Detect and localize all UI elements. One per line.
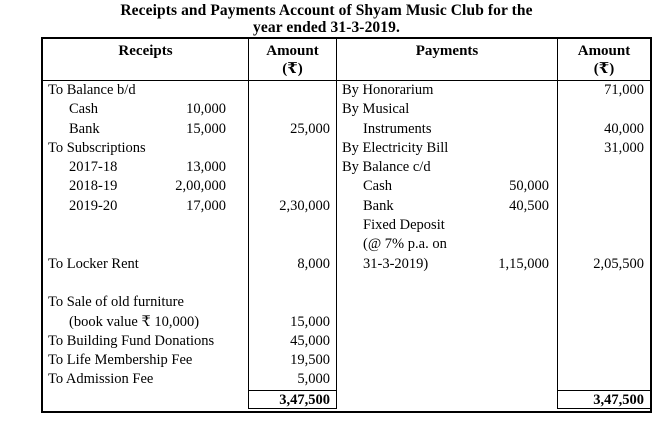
- payments-cell: [336, 351, 557, 370]
- payments-cell: [336, 332, 557, 351]
- receipts-item-label: (book value ₹ 10,000): [69, 313, 200, 330]
- receipts-amount-value: 5,000: [248, 370, 336, 389]
- receipts-sub-amount: 13,000: [186, 159, 226, 176]
- receipts-item-label: Bank: [69, 120, 100, 137]
- table-row: [43, 216, 650, 235]
- payments-amount-value: 71,000: [557, 81, 650, 100]
- table-row: [43, 81, 650, 100]
- payments-item-label: Bank: [363, 197, 394, 214]
- payments-item-label: 31-3-2019): [363, 255, 429, 272]
- payments-amount-value: [557, 235, 650, 254]
- payments-item-label: By Electricity Bill: [342, 139, 449, 156]
- table-row: [43, 139, 650, 158]
- payments-amount-value: [557, 177, 650, 196]
- payments-amount-value: [557, 216, 650, 235]
- payments-cell: [336, 370, 557, 389]
- header-amount-left-label: Amount: [266, 43, 319, 59]
- payments-item-label: (@ 7% p.a. on: [363, 236, 447, 253]
- payments-amount-value: 31,000: [557, 139, 650, 158]
- payments-amount-value: [557, 370, 650, 389]
- table-row: [43, 313, 650, 332]
- payments-item-label: Instruments: [363, 120, 432, 137]
- payments-cell: [336, 293, 557, 312]
- receipts-amount-value: [248, 235, 336, 254]
- payments-item-label: Fixed Deposit: [363, 217, 445, 234]
- receipts-item-label: To Life Membership Fee: [48, 352, 193, 369]
- payments-sub-amount: 1,15,000: [488, 255, 549, 274]
- receipts-cell: [43, 81, 248, 100]
- payments-cell: [336, 158, 557, 177]
- table-row: [43, 293, 650, 312]
- payments-cell: [336, 197, 557, 216]
- receipts-cell: [43, 351, 248, 370]
- receipts-item-label: 2019-20: [69, 197, 118, 214]
- receipts-amount-value: [248, 216, 336, 235]
- table-row: [43, 274, 650, 293]
- receipts-payments-table: [41, 37, 652, 413]
- payments-amount-value: [557, 274, 650, 293]
- receipts-amount-value: [248, 158, 336, 177]
- receipts-sub-amount: 2,00,000: [175, 178, 226, 195]
- table-row: [43, 197, 650, 216]
- title-line-2: year ended 31-3-2019.: [253, 18, 400, 36]
- receipts-amount-value: 25,000: [248, 120, 336, 139]
- payments-cell: [336, 177, 557, 196]
- table-row: [43, 370, 650, 389]
- header-payments-label: Payments: [415, 43, 479, 59]
- table-row: [43, 177, 650, 196]
- payments-amount-value: [557, 197, 650, 216]
- receipts-cell: [43, 332, 248, 351]
- payments-item-label: By Musical: [342, 101, 410, 118]
- receipts-cell: [43, 390, 248, 409]
- title-line-1: Receipts and Payments Account of Shyam Music Club for the: [120, 2, 533, 19]
- receipts-sub-amount: 17,000: [176, 197, 226, 216]
- receipts-cell: [43, 100, 248, 119]
- receipts-cell: [43, 313, 248, 332]
- payments-cell: [336, 255, 557, 274]
- table-row: [43, 332, 650, 351]
- receipts-amount-value: [248, 139, 336, 158]
- rupee-symbol-right: (₹): [593, 61, 615, 77]
- receipts-item-label: To Building Fund Donations: [48, 332, 215, 349]
- receipts-cell: [43, 216, 248, 235]
- receipts-amount-value: [248, 293, 336, 312]
- receipts-amount-value: 45,000: [248, 332, 336, 351]
- receipts-cell: [43, 274, 248, 293]
- receipts-amount-value: 8,000: [248, 255, 336, 274]
- receipts-item-label: 2017-18: [69, 159, 118, 176]
- payments-cell: [336, 235, 557, 254]
- receipts-sub-amount: 15,000: [176, 120, 226, 139]
- receipts-amount-value: 19,500: [248, 351, 336, 370]
- header-amount-right-label: Amount: [577, 43, 631, 59]
- receipts-cell: [43, 293, 248, 312]
- table-body: [43, 81, 650, 409]
- payments-cell: [336, 216, 557, 235]
- receipts-amount-value: 2,30,000: [248, 197, 336, 216]
- receipts-cell: [43, 197, 248, 216]
- table-row: [43, 100, 650, 119]
- table-row: [43, 120, 650, 139]
- receipts-total-value: 3,47,500: [248, 390, 336, 409]
- payments-item-label: Cash: [363, 178, 392, 195]
- receipts-cell: [43, 158, 248, 177]
- receipts-sub-amount: 10,000: [186, 101, 226, 118]
- receipts-item-label: To Sale of old furniture: [48, 294, 184, 311]
- receipts-amount-value: [248, 81, 336, 100]
- document-title: [0, 0, 653, 36]
- table-row: [43, 158, 650, 177]
- receipts-cell: [43, 177, 248, 196]
- receipts-amount-value: [248, 274, 336, 293]
- payments-amount-value: [557, 158, 650, 177]
- payments-item-label: By Balance c/d: [342, 159, 431, 176]
- payments-amount-value: [557, 351, 650, 370]
- payments-amount-value: [557, 313, 650, 332]
- payments-cell: [336, 100, 557, 119]
- table-header-row: [43, 39, 650, 81]
- table-row: [43, 351, 650, 370]
- receipts-amount-value: [248, 100, 336, 119]
- receipts-amount-value: [248, 177, 336, 196]
- receipts-item-label: 2018-19: [69, 178, 118, 195]
- receipts-item-label: Cash: [69, 101, 98, 118]
- table-row: [43, 255, 650, 274]
- payments-sub-amount: 50,000: [509, 178, 549, 195]
- receipts-item-label: To Subscriptions: [48, 139, 146, 156]
- header-receipts: [43, 39, 248, 80]
- header-receipts-label: Receipts: [118, 43, 173, 59]
- receipts-cell: [43, 139, 248, 158]
- receipts-cell: [43, 120, 248, 139]
- payments-cell: [336, 81, 557, 100]
- receipts-cell: [43, 235, 248, 254]
- payments-amount-value: [557, 293, 650, 312]
- payments-item-label: By Honorarium: [342, 82, 434, 98]
- receipts-amount-value: 15,000: [248, 313, 336, 332]
- payments-cell: [336, 139, 557, 158]
- receipts-item-label: To Balance b/d: [48, 82, 136, 98]
- payments-cell: [336, 313, 557, 332]
- receipts-item-label: To Admission Fee: [48, 371, 154, 388]
- payments-amount-value: [557, 100, 650, 119]
- receipts-item-label: To Locker Rent: [48, 255, 139, 272]
- payments-amount-value: [557, 332, 650, 351]
- payments-sub-amount: 40,500: [509, 197, 549, 214]
- rupee-symbol-left: (₹): [282, 61, 303, 77]
- receipts-cell: [43, 255, 248, 274]
- payments-cell: [336, 390, 557, 409]
- header-amount-right: [557, 39, 650, 80]
- header-payments: [336, 39, 557, 80]
- payments-total-value: 3,47,500: [557, 390, 650, 409]
- payments-amount-value: 40,000: [557, 120, 650, 139]
- receipts-cell: [43, 370, 248, 389]
- payments-cell: [336, 274, 557, 293]
- table-row: [43, 235, 650, 254]
- payments-amount-value: 2,05,500: [557, 255, 650, 274]
- payments-cell: [336, 120, 557, 139]
- header-amount-left: [248, 39, 336, 80]
- totals-row: [43, 390, 650, 409]
